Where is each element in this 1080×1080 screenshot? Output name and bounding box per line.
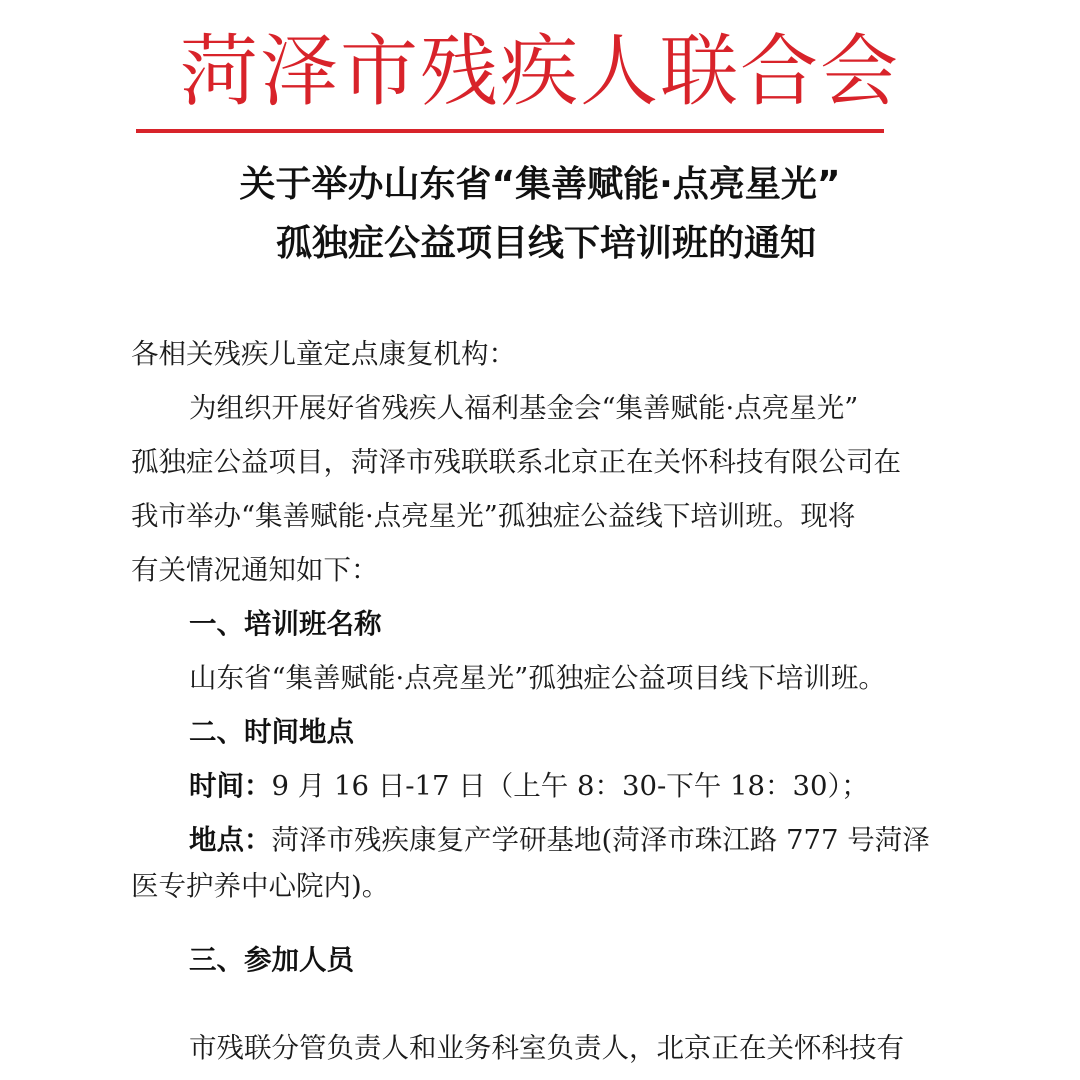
time-value: 9 月 16 日-17 日（上午 8：30-下午 18：30）； <box>271 770 869 802</box>
time-label: 时间： <box>189 770 272 802</box>
place-row <box>189 820 930 860</box>
salutation: 各相关残疾儿童定点康复机构： <box>131 338 516 370</box>
section-1-text: 山东省“集善赋能·点亮星光”孤独症公益项目线下培训班。 <box>189 662 886 694</box>
org-header-title: 菏泽市残疾人联合会 <box>179 27 900 117</box>
red-header-rule <box>136 129 884 133</box>
section-1-heading: 一、培训班名称 <box>189 608 382 640</box>
intro-line-2: 孤独症公益项目，菏泽市残联联系北京正在关怀科技有限公司在 <box>131 446 901 478</box>
section-2-heading: 二、时间地点 <box>189 716 354 748</box>
place-value-line-1: 菏泽市残疾康复产学研基地(菏泽市珠江路 777 号菏泽 <box>271 824 930 856</box>
section-3-heading: 三、参加人员 <box>189 944 354 976</box>
notice-title-line-1: 关于举办山东省“集善赋能·点亮星光” <box>239 164 841 205</box>
notice-title-line-2: 孤独症公益项目线下培训班的通知 <box>275 223 816 264</box>
intro-line-4: 有关情况通知如下： <box>131 554 379 586</box>
intro-line-3: 我市举办“集善赋能·点亮星光”孤独症公益线下培训班。现将 <box>131 500 856 532</box>
intro-line-1: 为组织开展好省残疾人福利基金会“集善赋能·点亮星光” <box>189 392 859 424</box>
place-label: 地点： <box>189 824 272 856</box>
place-value-line-2: 医专护养中心院内)。 <box>131 870 390 902</box>
time-row <box>189 766 869 806</box>
section-3-text: 市残联分管负责人和业务科室负责人，北京正在关怀科技有 <box>189 1032 904 1064</box>
